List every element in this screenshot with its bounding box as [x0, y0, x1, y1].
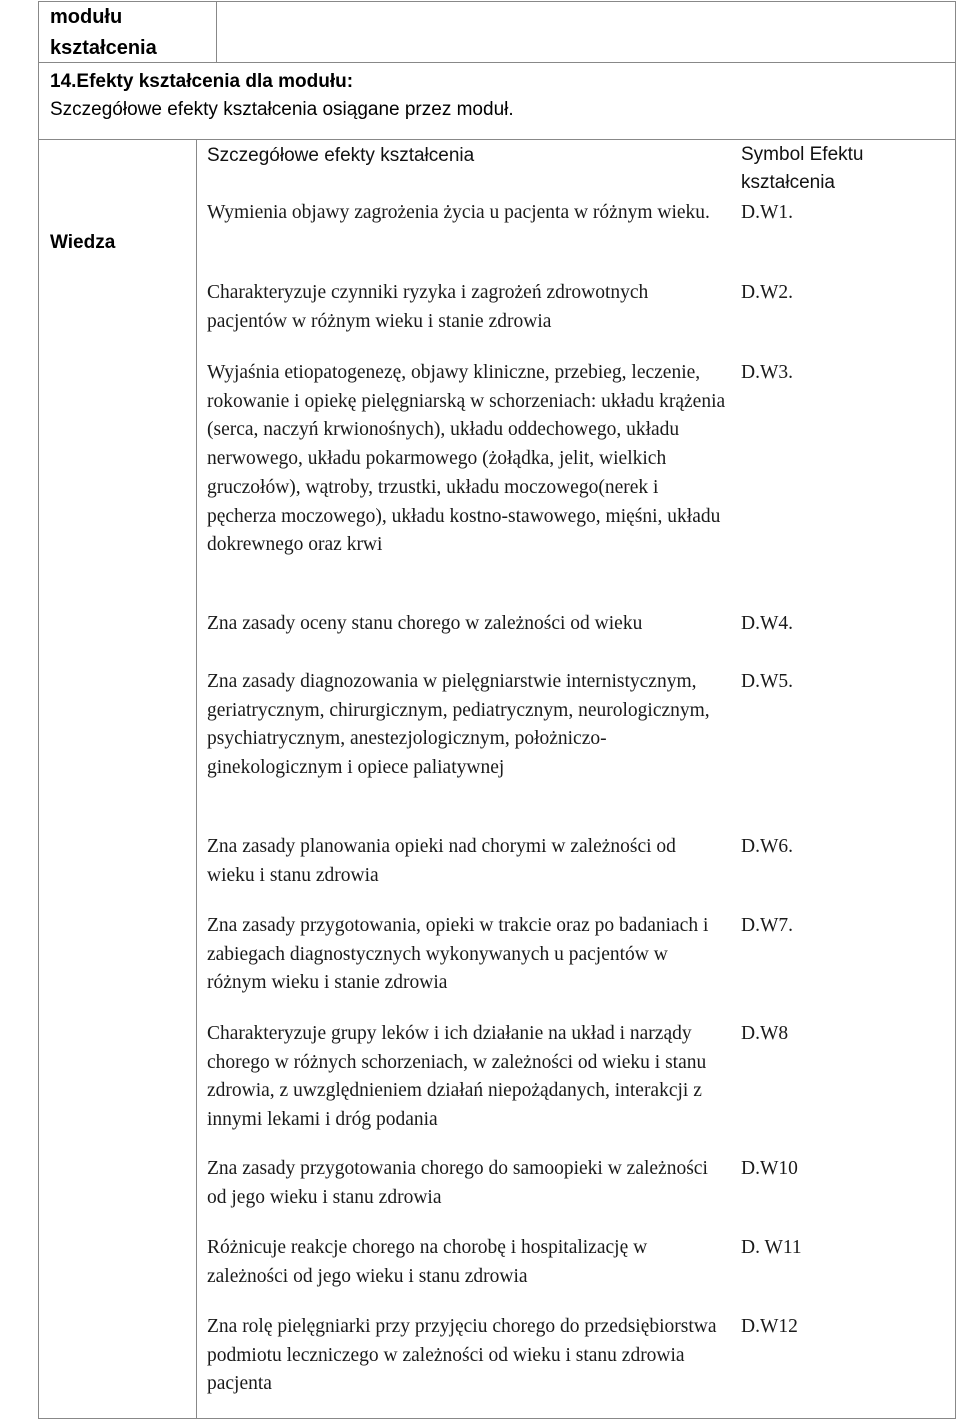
- effect-symbol: D.W5.: [741, 671, 793, 692]
- effect-symbol: D.W12: [741, 1316, 798, 1337]
- effect-symbol: D.W10: [741, 1158, 798, 1179]
- effect-symbol: D.W6.: [741, 836, 793, 857]
- effect-text: Zna zasady oceny stanu chorego w zależności od wieku: [207, 613, 643, 634]
- effect-symbol: D.W4.: [741, 613, 793, 634]
- table-border-right: [955, 1, 956, 1418]
- section-subtitle: Szczegółowe efekty kształcenia osiągane przez moduł.: [50, 99, 514, 120]
- table-divider-section-row: [38, 139, 956, 140]
- effect-symbol: D.W3.: [741, 362, 793, 383]
- effect-text: Wymienia objawy zagrożenia życia u pacjenta w różnym wieku.: [207, 202, 710, 223]
- symbol-column-header: Symbol Efektu kształcenia: [741, 144, 864, 193]
- table-column-divider-upper: [216, 1, 217, 62]
- section-title: 14.Efekty kształcenia dla modułu:: [50, 71, 354, 92]
- table-column-divider-lower: [196, 139, 197, 1418]
- effect-text: Zna zasady przygotowania chorego do samoopieki w zależności od jego wieku i stanu zdrowia: [207, 1158, 708, 1208]
- module-label: modułu kształcenia: [50, 6, 157, 59]
- effect-symbol: D.W7.: [741, 915, 793, 936]
- effect-symbol: D. W11: [741, 1237, 802, 1258]
- table-border-left: [38, 1, 39, 1418]
- effect-text: Różnicuje reakcje chorego na chorobę i hospitalizację w zależności od jego wieku i stanu zdrowia: [207, 1237, 648, 1287]
- effect-text: Wyjaśnia etiopatogenezę, objawy kliniczne, przebieg, leczenie, rokowanie i opiekę pielęgniarską w schorzeniach: układu krążenia (serca, naczyń krwionośnych), układu oddechowego, układu nerwowego, układu pokarmowego (żołądka, jelit, wielkich gruczołów), wątroby, trzustki, układu moczowego(nerek i pęcherza moczowego), układu kostno-stawowego, mięśni, układu dokrewnego oraz krwi: [207, 362, 726, 556]
- effects-column-header: Szczegółowe efekty kształcenia: [207, 145, 475, 166]
- effect-text: Charakteryzuje grupy leków i ich działanie na układ i narządy chorego w różnych schorzeniach, w zależności od wieku i stanu zdrowia, z uwzględnieniem działań niepożądanych, interakcji z innymi lekami i dróg podania: [207, 1023, 707, 1131]
- effect-symbol: D.W2.: [741, 282, 793, 303]
- effect-text: Zna zasady przygotowania, opieki w trakcie oraz po badaniach i zabiegach diagnostycznych wykonywanych u pacjentów w różnym wieku i stanie zdrowia: [207, 915, 709, 994]
- effect-text: Zna zasady planowania opieki nad chorymi w zależności od wieku i stanu zdrowia: [207, 836, 676, 886]
- effect-symbol: D.W1.: [741, 202, 793, 223]
- table-border-bottom: [38, 1418, 956, 1419]
- effect-text: Zna zasady diagnozowania w pielęgniarstwie internistycznym, geriatrycznym, chirurgicznym, pediatrycznym, neurologicznym, psychiatrycznym, anestezjologicznym, położniczo-ginekologicznym i opiece paliatywnej: [207, 671, 710, 779]
- effect-text: Zna rolę pielęgniarki przy przyjęciu chorego do przedsiębiorstwa podmiotu leczniczego w zależności od wieku i stanu zdrowia pacjenta: [207, 1316, 717, 1395]
- effect-symbol: D.W8: [741, 1023, 789, 1044]
- effect-text: Charakteryzuje czynniki ryzyka i zagrożeń zdrowotnych pacjentów w różnym wieku i stanie zdrowia: [207, 282, 649, 332]
- category-label: Wiedza: [50, 232, 116, 253]
